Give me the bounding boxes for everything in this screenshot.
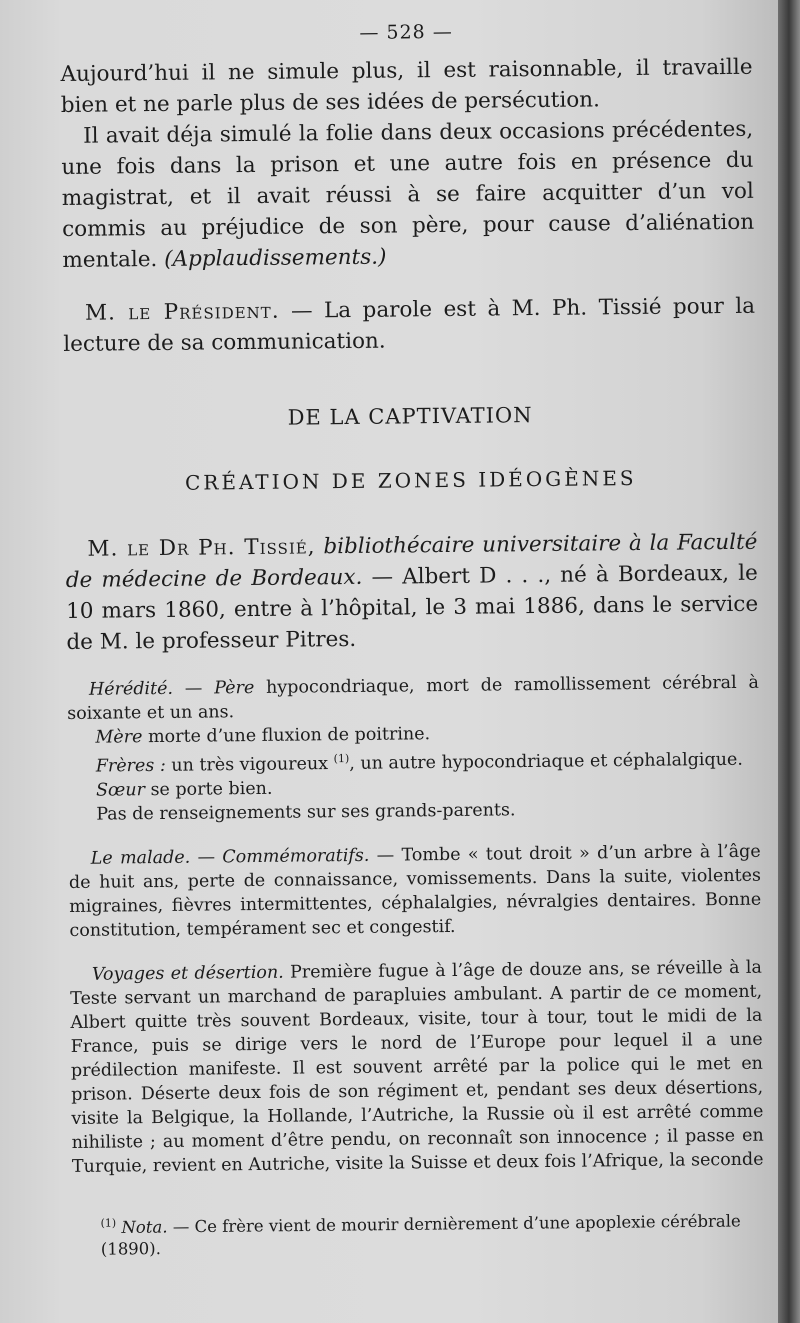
heredite-section	[67, 671, 761, 827]
brothers-text-2: , un autre hypocondriaque et céphalalgique.	[349, 749, 743, 774]
section-subtitle: CRÉATION DE ZONES IDÉOGÈNES	[184, 465, 637, 495]
paragraph-previous-occasions-text: Il avait déja simulé la folie dans deux occasions précédentes, une fois dans la prison et une autre fois en présence du magistrat, et il avait réussi à se faire acquitter d’un vol commis au préjudice de son père, pour cause d’aliénation mentale.	[61, 116, 755, 273]
author-label: M. le Dr Ph. Tissié,	[87, 534, 316, 562]
footnote	[72, 1206, 764, 1262]
father-label: Père	[214, 678, 255, 699]
mother-label: Mère	[95, 727, 143, 748]
footnote-ref: (1)	[333, 752, 350, 766]
malade-section	[69, 840, 762, 943]
mother-text: morte d’une fluxion de poitrine.	[142, 724, 431, 748]
brothers-text-1: un très vigoureux	[165, 754, 334, 776]
page-number: — 528 —	[359, 20, 453, 44]
heredite-label: Hérédité.	[88, 678, 174, 700]
malade-label: Le malade.	[90, 847, 191, 869]
president-text: — La parole est à M. Ph. Tissié pour la lecture de sa communication.	[63, 293, 756, 357]
intro-text: — Albert D . . ., né à Bordeaux, le 10 mars 1860, entre à l’hôpital, le 3 mai 1886, dans le service de M. le professeur Pitres.	[66, 560, 759, 655]
voyages-paragraph	[70, 956, 764, 1179]
brothers-label: Frères :	[95, 755, 166, 777]
president-label: M. le Président.	[84, 298, 280, 326]
president-statement	[63, 291, 756, 360]
footnote-text: — Ce frère vient de mourir dernièrement d’une apoplexie cérébrale (1890).	[100, 1211, 741, 1259]
footnote-mark: (1)	[100, 1216, 117, 1230]
page-edge	[778, 0, 800, 1323]
paragraph-previous-occasions	[61, 114, 755, 276]
sister-text: se porte bien.	[144, 778, 273, 800]
sister-label: Sœur	[95, 779, 146, 801]
paragraph-simulation: Aujourd’hui il ne simule plus, il est raisonnable, il travaille bien et ne parle plus de ses idées de persécution.	[60, 54, 753, 118]
heredite-father: Hérédité. — Père hypocondriaque, mort de ramollissement cérébral à soixante et un ans.	[67, 672, 760, 724]
voyages-section	[70, 956, 764, 1179]
malade-text: — Tombe « tout droit » d’un arbre à l’âge de huit ans, perte de connaissance, vomissements. Dans la suite, violentes migraines, fièvres intermittentes, céphalalgies, névralgies dentaires. Bonne constitution, tempérament sec et congestif.	[68, 841, 762, 941]
applause-note: (Applaudissements.)	[164, 244, 387, 272]
footnote-label: Nota.	[121, 1217, 168, 1237]
page-content	[60, 18, 765, 1262]
intro-paragraph	[65, 527, 758, 658]
commemoratifs-label: Commémoratifs.	[222, 845, 370, 868]
heredite-grandparents: Pas de renseignements sur ses grands-parents.	[96, 800, 516, 825]
section-title: DE LA CAPTIVATION	[287, 403, 533, 430]
author-affiliation: bibliothécaire universitaire à la Faculté de médecine de Bordeaux.	[65, 529, 758, 593]
voyages-text: Première fugue à l’âge de douze ans, se réveille à la Teste servant un marchand de parapluies ambulant. A partir de ce moment, Albert quitte très souvent Bordeaux, visite, tour à tour, tout le midi de la France, puis se dirige vers le nord de l’Europe pour lequel il a une prédilection manifeste. Il est souvent arrêté par la police qui le met en prison. Déserte deux fois de son régiment et, pendant ses deux désertions, visite la Belgique, la Hollande, l’Autriche, la Russie où il est arrêté comme nihiliste ; au moment d’être pendu, on reconnaît son innocence ; il passe en Turquie, revient en Autriche, visite la Suisse et deux fois l’Afrique, la seconde	[70, 957, 764, 1177]
malade-paragraph: Le malade. — Commémoratifs. — Tombe « tout droit » d’un arbre à l’âge de huit ans, perte de connaissance, vomissements. Dans la suite, violentes migraines, fièvres intermittentes, céphalalgies, névralgies dentaires. Bonne constitution, tempérament sec et congestif.	[68, 841, 762, 941]
father-text: hypocondriaque, mort de ramollissement cérébral à soixante et un ans.	[67, 672, 760, 724]
voyages-label: Voyages et désertion.	[91, 962, 284, 985]
